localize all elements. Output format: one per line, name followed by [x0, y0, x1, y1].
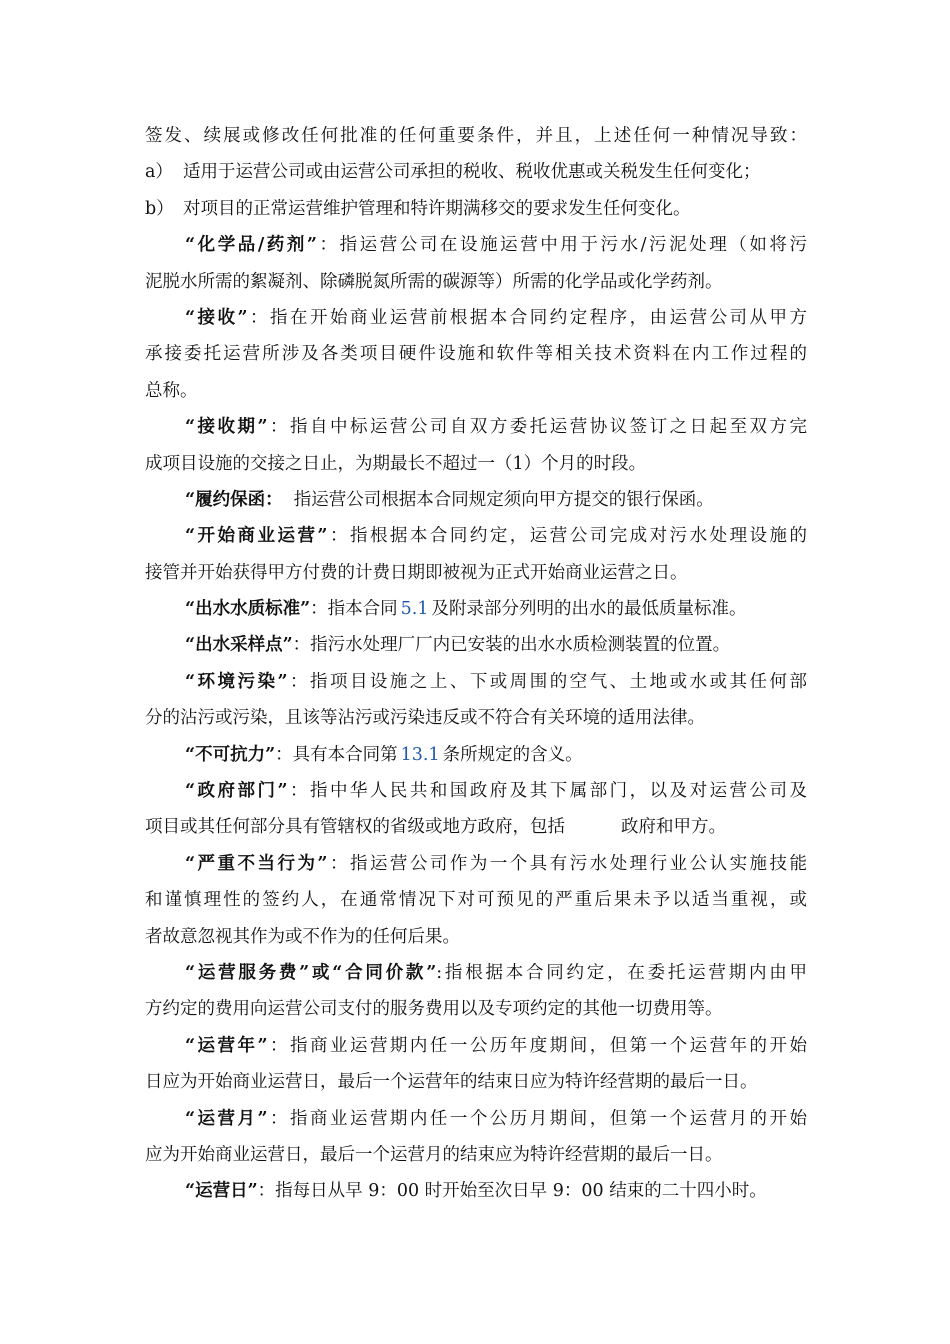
list-item-text: 适用于运营公司或由运营公司承担的税收、税收优惠或关税发生任何变化；	[183, 162, 761, 183]
definition-term: “开始商业运营”	[185, 526, 328, 547]
definition-line	[145, 1028, 807, 1064]
definition-line	[145, 518, 807, 554]
definition-text: ：指运营公司在设施运营中用于污水/污泥处理（如将污	[316, 235, 807, 256]
definition-term: “出水采样点”	[185, 635, 293, 656]
definition-line: 成项目设施的交接之日止，为期最长不超过一（1）个月的时段。	[145, 453, 647, 474]
definition-line	[145, 227, 807, 263]
definition-line	[145, 955, 807, 991]
definition-line	[145, 846, 807, 882]
definition-text: ：指项目设施之上、下或周围的空气、土地或水或其任何部	[287, 671, 807, 692]
definition-text: :指根据本合同约定，在委托运营期内由甲	[436, 962, 807, 983]
definition-line: 应为开始商业运营日，最后一个运营月的结束应为特许经营期的最后一日。	[145, 1144, 723, 1165]
list-item-a	[145, 154, 807, 190]
paragraph-line: 签发、续展或修改任何批准的任何重要条件，并且，上述任何一种情况导致：	[145, 126, 807, 146]
definition-text: ：指商业运营期内任一个公历月期间，但第一个运营月的开始	[267, 1108, 807, 1129]
definition-text: ：指运营公司作为一个具有污水处理行业公认实施技能	[327, 853, 807, 874]
definition-line: 泥脱水所需的絮凝剂、除磷脱氮所需的碳源等）所需的化学品或化学药剂。	[145, 271, 723, 292]
document-body	[145, 118, 807, 1210]
definition-term: “出水水质标准”	[185, 599, 311, 620]
definition-text: 政府和甲方。	[621, 817, 726, 838]
definition-text: ：指根据本合同约定，运营公司完成对污水处理设施的	[327, 526, 807, 547]
definition-line	[145, 591, 807, 627]
definition-text: ：指污水处理厂厂内已安装的出水水质检测装置的位置。	[292, 635, 731, 656]
definition-term: “环境污染”	[185, 671, 288, 692]
definition-text: ：指每日从早 9：00 时开始至次日早 9：00 结束的二十四小时。	[257, 1181, 767, 1202]
list-marker: a）	[145, 162, 173, 183]
definition-line	[145, 773, 807, 809]
definition-line	[145, 1101, 807, 1137]
definition-text: 及附录部分列明的出水的最低质量标准。	[431, 599, 747, 620]
definition-term: “运营日”	[185, 1181, 258, 1202]
definition-line: 承接委托运营所涉及各类项目硬件设施和软件等相关技术资料在内工作过程的	[145, 344, 807, 365]
definition-line	[145, 409, 807, 445]
definition-line: 者故意忽视其作为或不作为的任何后果。	[145, 926, 460, 947]
cross-reference-link[interactable]: 5.1	[400, 599, 429, 620]
definition-term: “运营年”	[185, 1035, 268, 1056]
definition-line: 日应为开始商业运营日，最后一个运营年的结束日应为特许经营期的最后一日。	[145, 1072, 758, 1093]
definition-term: “不可抗力”	[185, 744, 276, 765]
definition-text: ：指中华人民共和国政府及其下属部门，以及对运营公司及	[287, 781, 807, 802]
definition-text: ：指本合同	[310, 599, 398, 620]
definition-term: “接收期”	[185, 417, 268, 438]
definition-text: 条所规定的含义。	[442, 744, 583, 765]
definition-line	[145, 664, 807, 700]
cross-reference-link[interactable]: 13.1	[400, 744, 440, 765]
list-marker: b）	[145, 198, 174, 219]
definition-term: “化学品/药剂”	[185, 235, 317, 256]
definition-line: 分的沾污或污染，且该等沾污或污染违反或不符合有关环境的适用法律。	[145, 708, 705, 729]
definition-line: 方约定的费用向运营公司支付的服务费用以及专项约定的其他一切费用等。	[145, 999, 723, 1020]
definition-line: 总称。	[145, 380, 198, 401]
list-item-text: 对项目的正常运营维护管理和特许期满移交的要求发生任何变化。	[183, 198, 691, 219]
definition-term: “运营月”	[185, 1108, 268, 1129]
definition-term: “接收”	[185, 307, 248, 328]
definition-line: 和谨慎理性的签约人，在通常情况下对可预见的严重后果未予以适当重视，或	[145, 890, 807, 911]
definition-term: “政府部门”	[185, 781, 288, 802]
definition-term: “运营服务费”或“合同价款”	[185, 962, 437, 983]
definition-text: ：指商业运营期内任一公历年度期间，但第一个运营年的开始	[267, 1035, 807, 1056]
definition-text: ：指在开始商业运营前根据本合同约定程序，由运营公司从甲方	[247, 307, 807, 328]
definition-line	[145, 300, 807, 336]
definition-term: “履约保函：	[185, 489, 283, 510]
definition-line	[145, 627, 807, 663]
definition-line	[145, 1173, 807, 1209]
definition-text: 指运营公司根据本合同规定须向甲方提交的银行保函。	[282, 489, 714, 510]
definition-text: ：指自中标运营公司自双方委托运营协议签订之日起至双方完	[267, 417, 807, 438]
list-item-b	[145, 191, 807, 227]
definition-text: 项目或其任何部分具有管辖权的省级或地方政府，包括	[145, 817, 565, 838]
definition-line	[145, 737, 807, 773]
definition-line: 接管并开始获得甲方付费的计费日期即被视为正式开始商业运营之日。	[145, 562, 688, 583]
definition-text: ：具有本合同第	[275, 744, 398, 765]
definition-line	[145, 482, 807, 518]
definition-line	[145, 809, 807, 845]
definition-term: “严重不当行为”	[185, 853, 328, 874]
